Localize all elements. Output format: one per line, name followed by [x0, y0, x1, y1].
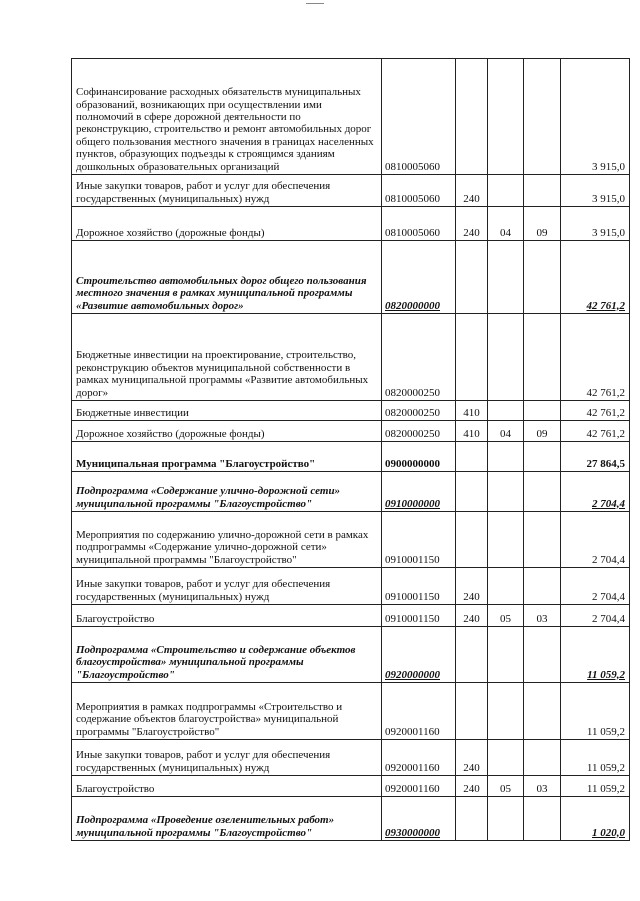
row-target-article: 0910001150: [382, 512, 456, 568]
row-name: Иные закупки товаров, работ и услуг для обеспечения государственных (муниципальных) нужд: [72, 740, 382, 776]
row-expense-type: 240: [456, 605, 488, 627]
row-expense-type: 240: [456, 207, 488, 241]
row-amount: 3 915,0: [561, 59, 630, 175]
row-expense-type: [456, 241, 488, 314]
row-subsection: [524, 241, 561, 314]
table-row: [72, 421, 630, 442]
row-name: Подпрограмма «Проведение озеленительных работ» муниципальной программы "Благоустройство": [72, 797, 382, 841]
row-expense-type: [456, 627, 488, 683]
row-name: Софинансирование расходных обязательств муниципальных образований, возникающих при осуществлении ими полномочий в сфере дорожной деятельности по реконструкцию, строительство и ремонт автомобильных дорог общего пользования местного значения в границах населенных пунктов, образующих подъезды к строящимся зданиям дошкольных образовательных организаций: [72, 59, 382, 175]
row-expense-type: [456, 472, 488, 512]
row-section: 04: [488, 207, 524, 241]
scan-mark: [306, 3, 324, 4]
row-expense-type: 410: [456, 421, 488, 442]
row-subsection: [524, 472, 561, 512]
row-name: Дорожное хозяйство (дорожные фонды): [72, 207, 382, 241]
row-section: [488, 442, 524, 472]
row-subsection: [524, 175, 561, 207]
row-target-article: 0820000250: [382, 314, 456, 401]
row-target-article: 0920000000: [382, 627, 456, 683]
row-name: Бюджетные инвестиции на проектирование, строительство, реконструкцию объектов муниципальной собственности в рамках муниципальной программы «Развитие автомобильных дорог»: [72, 314, 382, 401]
row-subsection: [524, 627, 561, 683]
row-amount: 2 704,4: [561, 472, 630, 512]
row-name: Благоустройство: [72, 605, 382, 627]
row-subsection: [524, 568, 561, 605]
row-subsection: [524, 59, 561, 175]
row-expense-type: [456, 442, 488, 472]
row-section: 05: [488, 776, 524, 797]
row-section: [488, 314, 524, 401]
row-subsection: 09: [524, 207, 561, 241]
row-section: [488, 740, 524, 776]
row-section: [488, 59, 524, 175]
row-section: [488, 175, 524, 207]
table-row-subprogram: [72, 797, 630, 841]
table-row: [72, 740, 630, 776]
row-amount: 3 915,0: [561, 175, 630, 207]
row-target-article: 0920001160: [382, 740, 456, 776]
budget-table: [71, 58, 630, 841]
row-expense-type: 240: [456, 740, 488, 776]
row-name: Мероприятия в рамках подпрограммы «Строительство и содержание объектов благоустройства» муниципальной программы "Благоустройство": [72, 683, 382, 740]
row-expense-type: [456, 683, 488, 740]
row-section: 05: [488, 605, 524, 627]
table-row: [72, 401, 630, 421]
table-row-program: [72, 442, 630, 472]
row-section: [488, 512, 524, 568]
row-section: [488, 472, 524, 512]
row-amount: 11 059,2: [561, 740, 630, 776]
row-section: [488, 241, 524, 314]
row-target-article: 0820000000: [382, 241, 456, 314]
row-target-article: 0920001160: [382, 776, 456, 797]
row-target-article: 0920001160: [382, 683, 456, 740]
row-expense-type: [456, 512, 488, 568]
table-row: [72, 59, 630, 175]
budget-table-body: [72, 59, 630, 841]
row-name: Подпрограмма «Содержание улично-дорожной сети» муниципальной программы "Благоустройство": [72, 472, 382, 512]
table-row: [72, 175, 630, 207]
table-row: [72, 683, 630, 740]
table-row: [72, 512, 630, 568]
table-row: [72, 605, 630, 627]
table-row: [72, 776, 630, 797]
row-amount: 42 761,2: [561, 421, 630, 442]
row-name: Дорожное хозяйство (дорожные фонды): [72, 421, 382, 442]
row-target-article: 0930000000: [382, 797, 456, 841]
row-amount: 11 059,2: [561, 627, 630, 683]
row-subsection: [524, 797, 561, 841]
table-row: [72, 207, 630, 241]
row-amount: 42 761,2: [561, 401, 630, 421]
table-row: [72, 314, 630, 401]
row-subsection: 03: [524, 605, 561, 627]
row-target-article: 0820000250: [382, 421, 456, 442]
row-expense-type: 240: [456, 568, 488, 605]
row-section: [488, 797, 524, 841]
row-amount: 11 059,2: [561, 776, 630, 797]
row-section: [488, 627, 524, 683]
row-expense-type: 410: [456, 401, 488, 421]
row-section: 04: [488, 421, 524, 442]
row-subsection: [524, 740, 561, 776]
row-subsection: [524, 401, 561, 421]
row-amount: 27 864,5: [561, 442, 630, 472]
table-row: [72, 568, 630, 605]
row-subsection: [524, 442, 561, 472]
row-target-article: 0910001150: [382, 568, 456, 605]
row-target-article: 0810005060: [382, 175, 456, 207]
row-amount: 2 704,4: [561, 605, 630, 627]
row-subsection: [524, 683, 561, 740]
row-expense-type: [456, 797, 488, 841]
row-expense-type: 240: [456, 175, 488, 207]
row-name: Муниципальная программа "Благоустройство": [72, 442, 382, 472]
row-amount: 42 761,2: [561, 241, 630, 314]
row-amount: 1 020,0: [561, 797, 630, 841]
row-target-article: 0910001150: [382, 605, 456, 627]
row-expense-type: [456, 314, 488, 401]
row-subsection: 09: [524, 421, 561, 442]
row-name: Благоустройство: [72, 776, 382, 797]
row-subsection: 03: [524, 776, 561, 797]
row-section: [488, 401, 524, 421]
row-amount: 42 761,2: [561, 314, 630, 401]
row-subsection: [524, 512, 561, 568]
table-row-subprogram: [72, 472, 630, 512]
row-name: Бюджетные инвестиции: [72, 401, 382, 421]
row-target-article: 0810005060: [382, 207, 456, 241]
row-expense-type: [456, 59, 488, 175]
table-row-subprogram: [72, 241, 630, 314]
row-target-article: 0820000250: [382, 401, 456, 421]
row-name: Строительство автомобильных дорог общего пользования местного значения в рамках муниципальной программы «Развитие автомобильных дорог»: [72, 241, 382, 314]
row-amount: 11 059,2: [561, 683, 630, 740]
row-section: [488, 568, 524, 605]
row-name: Мероприятия по содержанию улично-дорожной сети в рамках подпрограммы «Содержание улично-дорожной сети» муниципальной программы "Благоустройство": [72, 512, 382, 568]
row-name: Подпрограмма «Строительство и содержание объектов благоустройства» муниципальной программы "Благоустройство": [72, 627, 382, 683]
row-target-article: 0810005060: [382, 59, 456, 175]
row-amount: 2 704,4: [561, 568, 630, 605]
row-amount: 3 915,0: [561, 207, 630, 241]
row-name: Иные закупки товаров, работ и услуг для обеспечения государственных (муниципальных) нужд: [72, 175, 382, 207]
row-amount: 2 704,4: [561, 512, 630, 568]
row-target-article: 0900000000: [382, 442, 456, 472]
row-expense-type: 240: [456, 776, 488, 797]
row-subsection: [524, 314, 561, 401]
row-target-article: 0910000000: [382, 472, 456, 512]
row-name: Иные закупки товаров, работ и услуг для обеспечения государственных (муниципальных) нужд: [72, 568, 382, 605]
table-row-subprogram: [72, 627, 630, 683]
row-section: [488, 683, 524, 740]
